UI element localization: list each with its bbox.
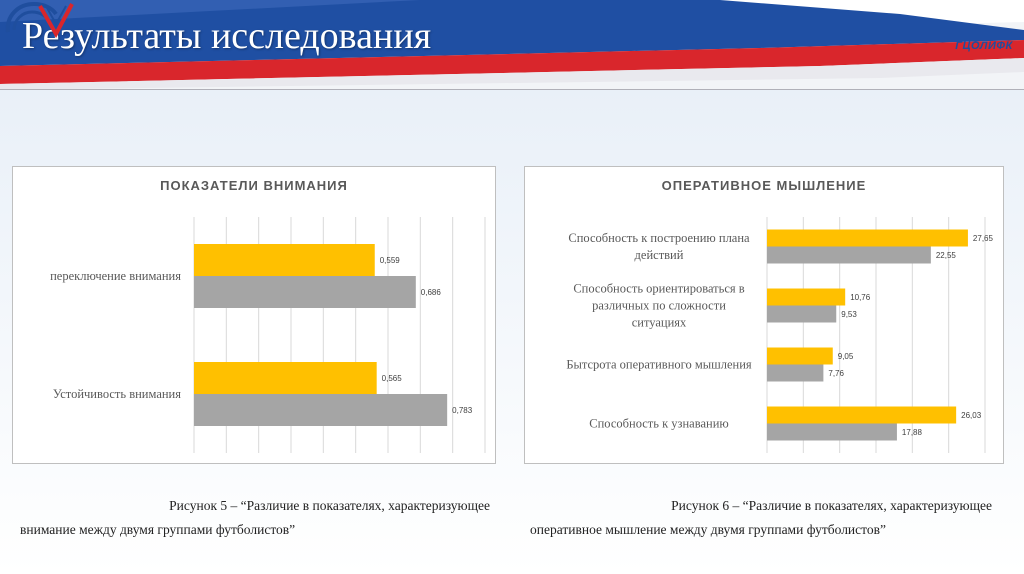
thinking-chart — [524, 166, 1004, 464]
attention-bar-s2-c1 — [194, 276, 416, 308]
thinking-category-label: Бытсрота оперативного мышления — [566, 357, 752, 372]
thinking-bar-s2-c4 — [767, 424, 897, 441]
attention-bar-s1-c1 — [194, 244, 375, 276]
thinking-bar-s2-c2 — [767, 306, 836, 323]
thinking-category-label: Способность ориентироваться в различных по сложности ситуациях — [573, 281, 745, 330]
thinking-bar-s1-c3 — [767, 348, 833, 365]
thinking-value-label: 9,53 — [841, 310, 857, 319]
thinking-value-label: 27,65 — [972, 234, 993, 243]
attention-category-label: Устойчивость внимания — [52, 387, 181, 401]
thinking-bar-s2-c1 — [767, 247, 931, 264]
thinking-category-label: Способность к узнаванию — [589, 416, 729, 431]
thinking-bar-s1-c1 — [767, 230, 968, 247]
attention-chart-plot — [13, 167, 495, 463]
figure-6-caption-line-1: Рисунок 6 – “Различие в показателях, характеризующее — [671, 498, 992, 513]
thinking-value-label: 9,05 — [837, 352, 854, 361]
figure-6-caption — [526, 494, 1004, 542]
attention-bar-s2-c2 — [194, 394, 447, 426]
university-logo-icon — [0, 0, 78, 60]
attention-value-label: 0,565 — [381, 374, 402, 383]
thinking-value-label: 17,88 — [901, 428, 922, 437]
thinking-value-label: 26,03 — [961, 411, 982, 420]
slide-header — [0, 0, 1024, 90]
logo-text: ГЦОЛИФК — [955, 40, 1013, 52]
thinking-category-label: Способность к построению плана действий — [568, 231, 750, 262]
attention-category-label: переключение внимания — [50, 269, 181, 283]
thinking-value-label: 22,55 — [935, 251, 956, 260]
attention-chart — [12, 166, 496, 464]
thinking-chart-plot — [525, 167, 1003, 463]
thinking-bar-s2-c3 — [767, 365, 823, 382]
thinking-bar-s1-c4 — [767, 407, 956, 424]
figure-5-caption-line-2: внимание между двумя группами футболистов” — [20, 522, 296, 537]
page-title: Результаты исследования — [22, 15, 432, 57]
attention-chart-title: ПОКАЗАТЕЛИ ВНИМАНИЯ — [160, 178, 348, 193]
thinking-bar-s1-c2 — [767, 289, 845, 306]
attention-value-label: 0,559 — [379, 256, 400, 265]
figure-5-caption — [20, 494, 498, 542]
figure-6-caption-line-2: оперативное мышление между двумя группами футболистов” — [530, 522, 886, 537]
thinking-value-label: 7,76 — [828, 369, 844, 378]
attention-value-label: 0,783 — [452, 406, 473, 415]
figure-5-caption-line-1: Рисунок 5 – “Различие в показателях, характеризующее — [169, 498, 490, 513]
attention-bar-s1-c2 — [194, 362, 377, 394]
thinking-value-label: 10,76 — [850, 293, 871, 302]
attention-value-label: 0,686 — [420, 288, 441, 297]
thinking-chart-title: ОПЕРАТИВНОЕ МЫШЛЕНИЕ — [661, 178, 867, 193]
